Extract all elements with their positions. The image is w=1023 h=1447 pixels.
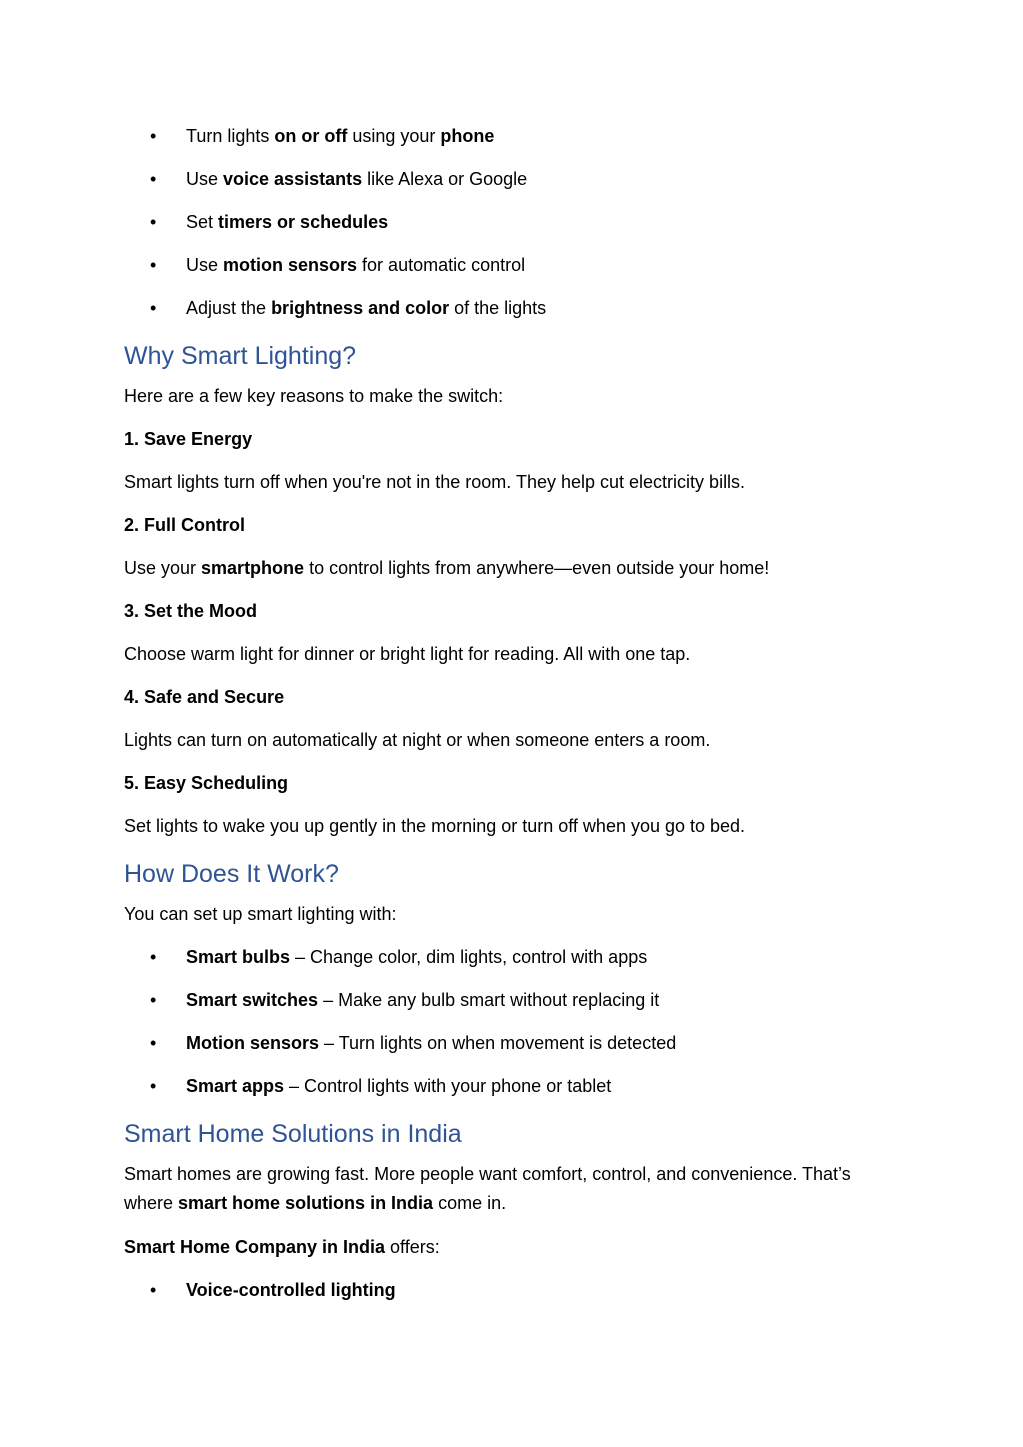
section-intro: Here are a few key reasons to make the switch: [124,386,504,406]
list-item: • Motion sensors – Turn lights on when movement is detected [150,1033,677,1053]
list-item: • Turn lights on or off using your phone [150,126,495,146]
bullet-icon: • [150,1076,157,1096]
bullet-icon: • [150,126,157,146]
reason-text: Set lights to wake you up gently in the morning or turn off when you go to bed. [124,816,746,836]
bullet-icon: • [150,298,157,318]
bullet-icon: • [150,1033,157,1053]
section-intro: You can set up smart lighting with: [124,904,397,924]
section-heading-how: How Does It Work? [124,860,339,888]
offers-line: Smart Home Company in India offers: [124,1237,440,1257]
bullet-icon: • [150,212,157,232]
list-item: • Smart bulbs – Change color, dim lights, control with apps [150,947,648,967]
list-item: • Voice-controlled lighting [150,1280,396,1300]
list-item: • Use motion sensors for automatic control [150,255,526,275]
reason-text: Smart lights turn off when you're not in the room. They help cut electricity bills. [124,472,746,492]
reason-title: 4. Safe and Secure [124,687,285,707]
section-heading-why: Why Smart Lighting? [124,342,357,370]
reason-text: Choose warm light for dinner or bright light for reading. All with one tap. [124,644,691,664]
reason-title: 1. Save Energy [124,429,253,449]
section-paragraph: Smart homes are growing fast. More people want comfort, control, and convenience. That’s where smart home solutions in India come in. [124,1164,851,1213]
bullet-icon: • [150,255,157,275]
bullet-icon: • [150,169,157,189]
section-heading-india: Smart Home Solutions in India [124,1120,462,1148]
bullet-icon: • [150,947,157,967]
list-item: • Smart switches – Make any bulb smart without replacing it [150,990,660,1010]
reason-text: Use your smartphone to control lights from anywhere—even outside your home! [124,558,770,578]
reason-title: 2. Full Control [124,515,245,535]
bullet-icon: • [150,1280,157,1300]
list-item: • Use voice assistants like Alexa or Google [150,169,528,189]
list-item: • Adjust the brightness and color of the lights [150,298,547,318]
list-item: • Set timers or schedules [150,212,389,232]
reason-title: 5. Easy Scheduling [124,773,289,793]
bullet-icon: • [150,990,157,1010]
reason-text: Lights can turn on automatically at night or when someone enters a room. [124,730,711,750]
list-item: • Smart apps – Control lights with your phone or tablet [150,1076,612,1096]
reason-title: 3. Set the Mood [124,601,258,621]
